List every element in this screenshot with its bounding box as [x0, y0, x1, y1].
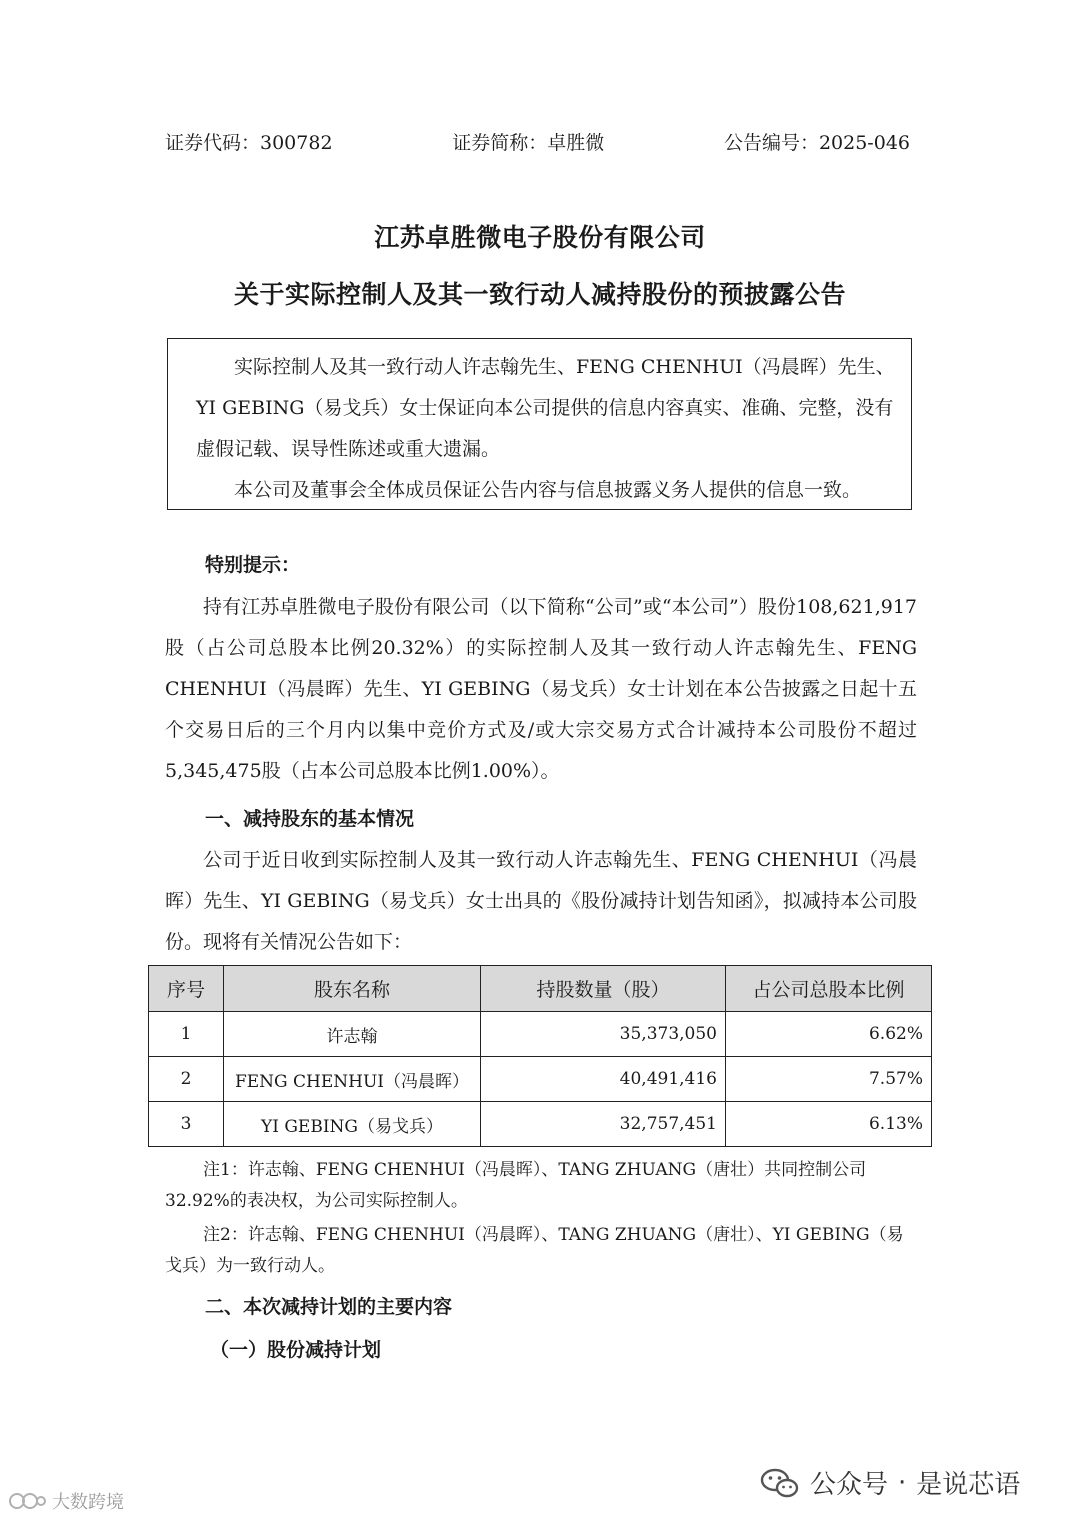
- cell-ratio: 6.62%: [726, 1012, 932, 1057]
- section1-heading: 一、减持股东的基本情况: [205, 808, 415, 830]
- section2-heading: 二、本次减持计划的主要内容: [205, 1296, 453, 1318]
- board-statement: 本公司及董事会全体成员保证公告内容与信息披露义务人提供的信息一致。: [234, 479, 862, 501]
- watermark-right-name: 是说芯语: [916, 1470, 1021, 1500]
- watermark-right: [760, 1464, 1020, 1501]
- announcement-title: 关于实际控制人及其一致行动人减持股份的预披露公告: [233, 280, 846, 309]
- col-header-ratio: 占公司总股本比例: [726, 966, 932, 1012]
- special-notice-text: 持有江苏卓胜微电子股份有限公司（以下简称“公司”或“本公司”）股份108,621,917股（占公司总股本比例20.32%）的实际控制人及其一致行动人许志翰先生、FENG CHENHUI（冯晨晖）先生、YI GEBING（易戈兵）女士计划在本公告披露之日起十五个交易日后的三个月内以集中竞价方式及/或大宗交易方式合计减持本公司股份不超过5,345,475股（占本公司总股本比例1.00%）。: [165, 596, 917, 782]
- cell-shares: 35,373,050: [481, 1012, 726, 1057]
- cell-name: FENG CHENHUI（冯晨晖）: [224, 1057, 481, 1102]
- cell-ratio: 6.13%: [726, 1102, 932, 1147]
- cell-shares: 40,491,416: [481, 1057, 726, 1102]
- watermark-left: [8, 1488, 124, 1514]
- cell-shares: 32,757,451: [481, 1102, 726, 1147]
- note-2: 注2：许志翰、FENG CHENHUI（冯晨晖）、TANG ZHUANG（唐壮）、YI GEBING（易戈兵）为一致行动人。: [165, 1225, 904, 1276]
- security-short-name: 证券简称：卓胜微: [452, 132, 605, 154]
- subsection-share-reduction-plan: （一）股份减持计划: [210, 1339, 382, 1361]
- watermark-right-dot: ·: [898, 1467, 907, 1498]
- announcement-number: 公告编号：2025-046: [723, 132, 910, 154]
- cell-index: 2: [149, 1057, 224, 1102]
- watermark-left-text: 大数跨境: [52, 1492, 124, 1513]
- company-title: 江苏卓胜微电子股份有限公司: [374, 223, 706, 252]
- guarantee-statement: 实际控制人及其一致行动人许志翰先生、FENG CHENHUI（冯晨晖）先生、YI GEBING（易戈兵）女士保证向本公司提供的信息内容真实、准确、完整，没有虚假记载、误导性陈述或重大遗漏。: [196, 356, 895, 460]
- col-header-index: 序号: [149, 966, 224, 1012]
- cell-name: YI GEBING（易戈兵）: [224, 1102, 481, 1147]
- cell-name: 许志翰: [224, 1012, 481, 1057]
- table-row: [149, 1057, 932, 1102]
- security-code: 证券代码：300782: [165, 132, 333, 154]
- watermark-right-prefix: 公众号: [810, 1470, 889, 1500]
- special-notice-heading: 特别提示：: [205, 554, 301, 576]
- col-header-name: 股东名称: [224, 966, 481, 1012]
- table-header-row: [149, 966, 932, 1012]
- header-line: [165, 128, 910, 155]
- table-row: [149, 1012, 932, 1057]
- note-1: 注1：许志翰、FENG CHENHUI（冯晨晖）、TANG ZHUANG（唐壮）共同控制公司32.92%的表决权，为公司实际控制人。: [165, 1160, 867, 1211]
- cell-index: 1: [149, 1012, 224, 1057]
- shareholding-table: [148, 965, 932, 1147]
- watermark-logo-icon: [8, 1490, 48, 1512]
- cell-ratio: 7.57%: [726, 1057, 932, 1102]
- wechat-icon: [760, 1467, 800, 1499]
- guarantee-notice-box: [167, 338, 912, 510]
- cell-index: 3: [149, 1102, 224, 1147]
- col-header-shares: 持股数量（股）: [481, 966, 726, 1012]
- table-row: [149, 1102, 932, 1147]
- section1-text: 公司于近日收到实际控制人及其一致行动人许志翰先生、FENG CHENHUI（冯晨晖）先生、YI GEBING（易戈兵）女士出具的《股份减持计划告知函》，拟减持本公司股份。现将有关情况公告如下：: [165, 849, 917, 953]
